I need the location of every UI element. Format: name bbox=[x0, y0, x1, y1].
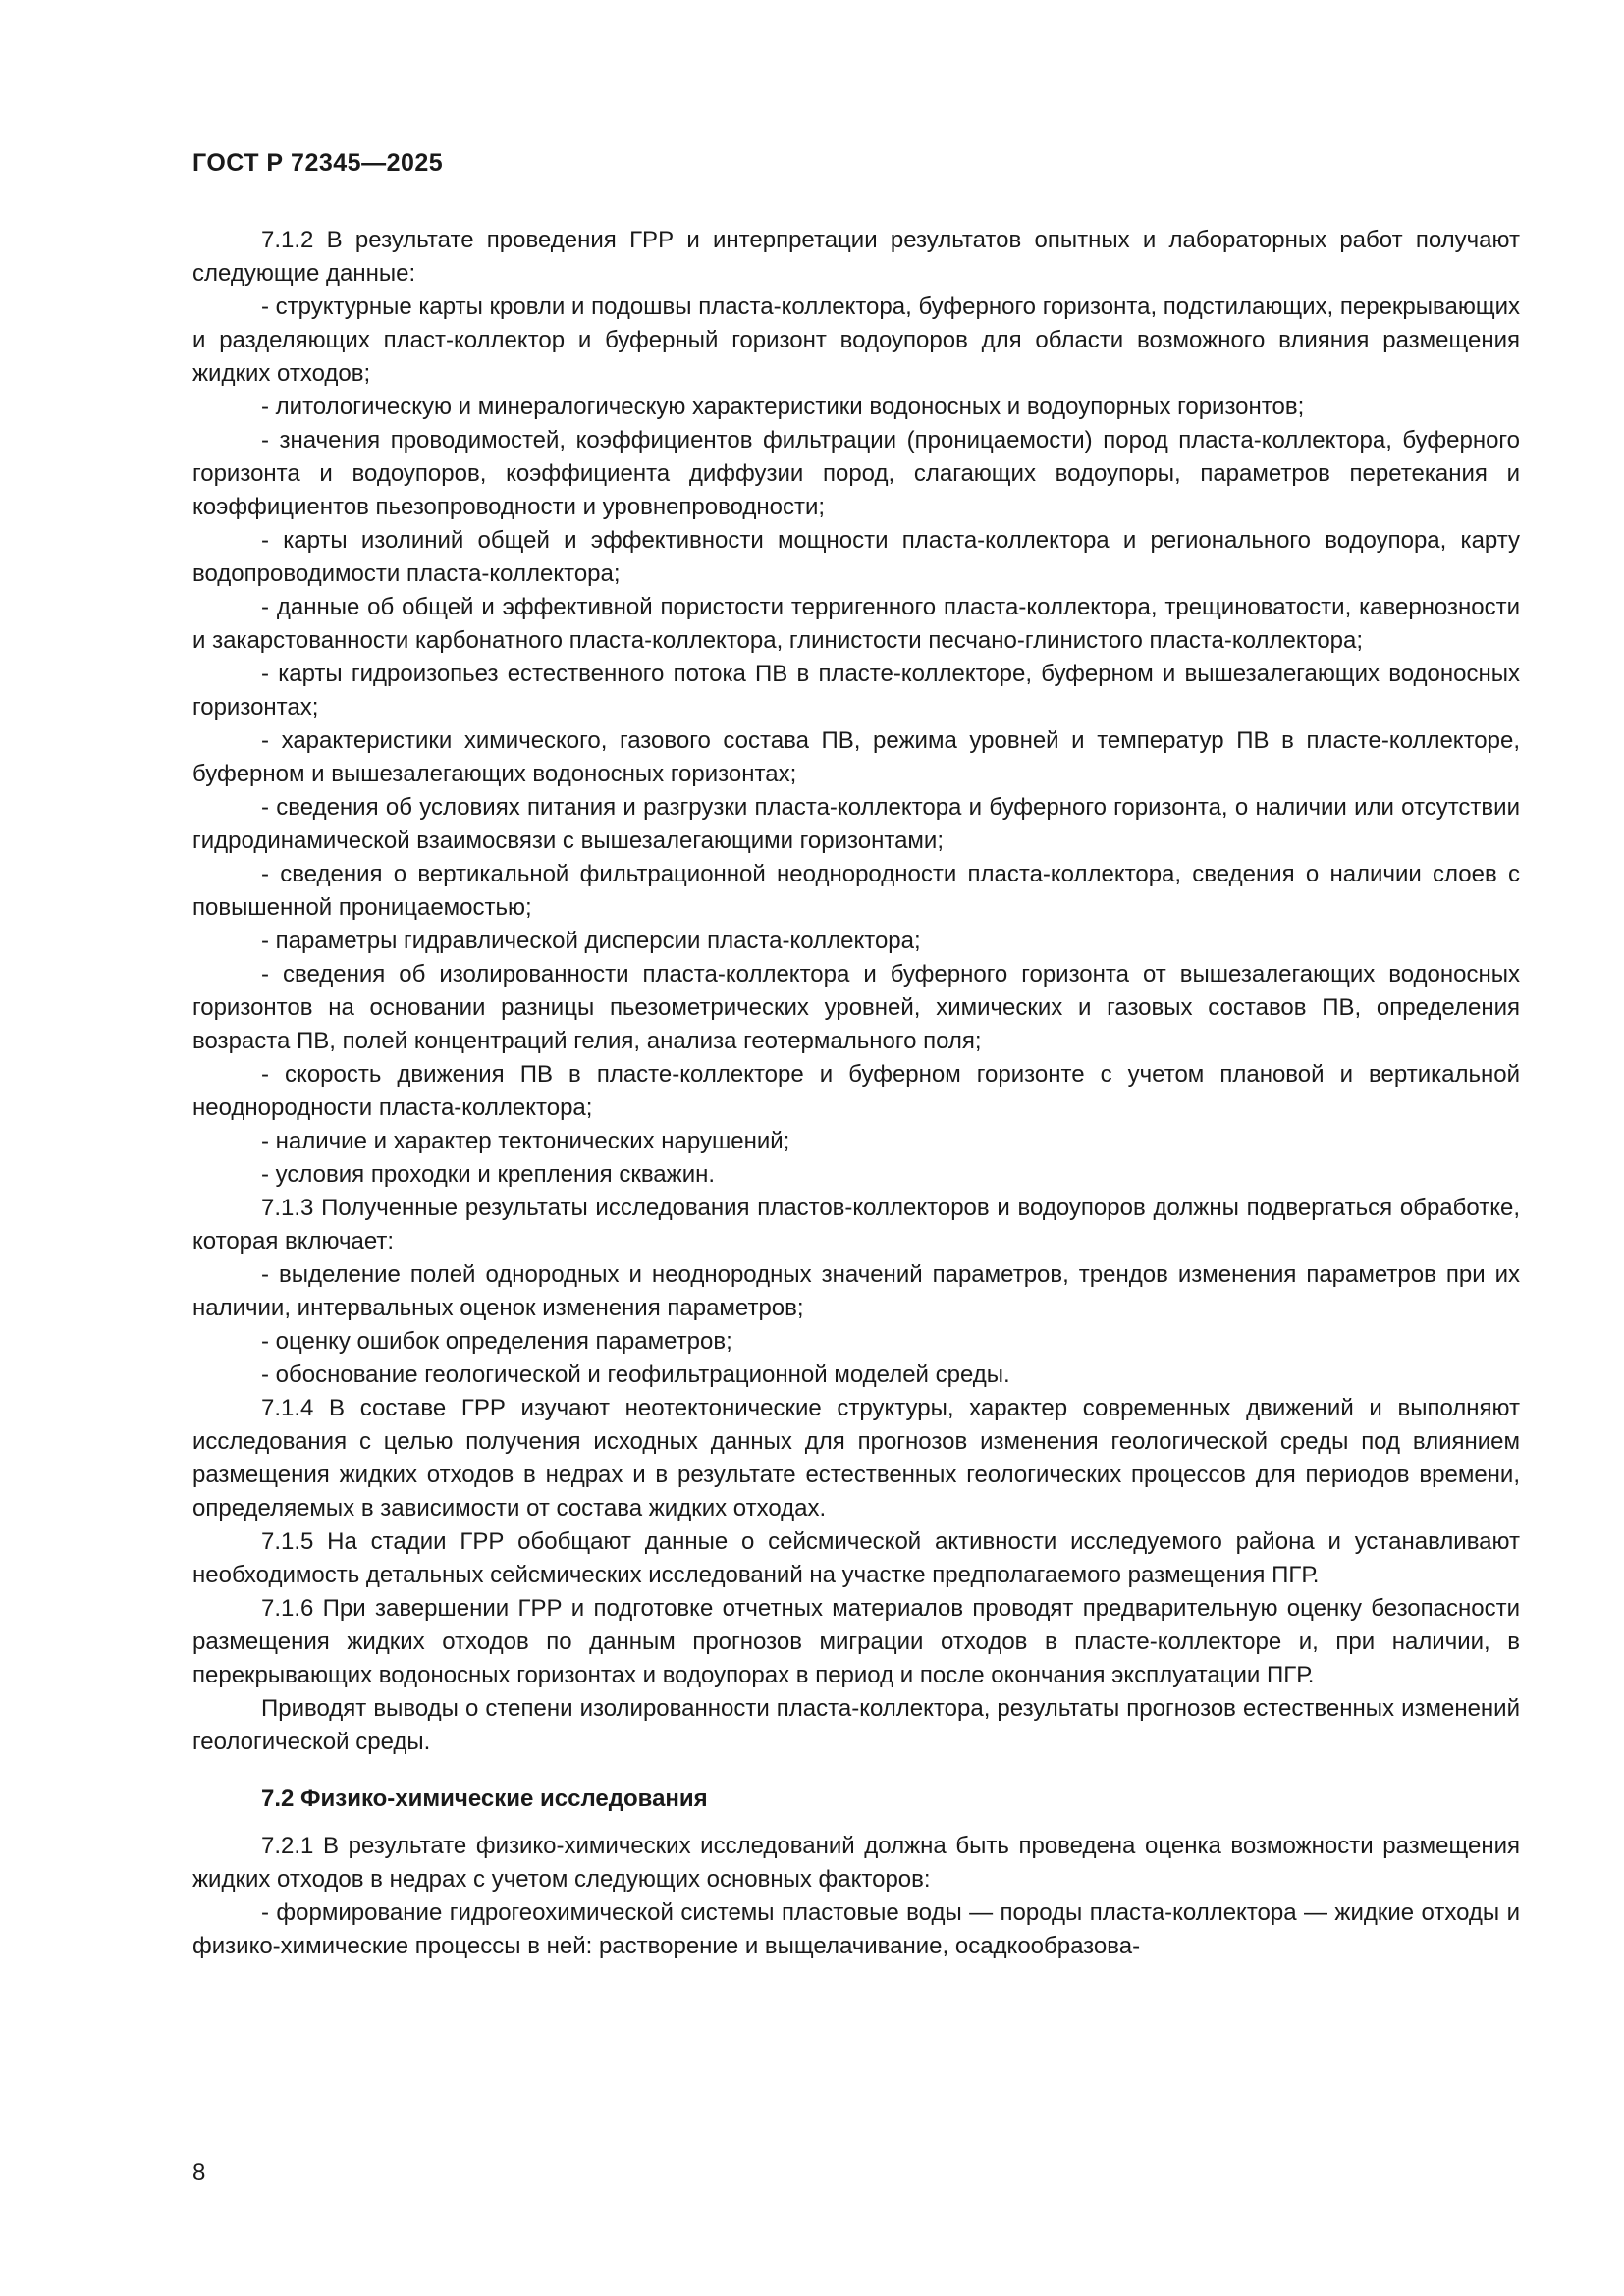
paragraph: 7.1.6 При завершении ГРР и подготовке отчетных материалов проводят предварительную оценку безопасности размещения жидких отходов по данным прогнозов миграции отходов в пласте-коллекторе и, при наличии, в перекрывающих водоносных горизонтах и водоупорах в период и после окончания эксплуатации ПГР. bbox=[192, 1595, 1520, 1688]
page-number: 8 bbox=[192, 2160, 206, 2186]
list-item: - наличие и характер тектонических нарушений; bbox=[261, 1128, 790, 1154]
section-title: 7.2 Физико-химические исследования bbox=[261, 1786, 708, 1812]
list-item: - параметры гидравлической дисперсии пласта-коллектора; bbox=[261, 928, 921, 954]
paragraph: 7.1.5 На стадии ГРР обобщают данные о сейсмической активности исследуемого района и устанавливают необходимость детальных сейсмических исследований на участке предполагаемого размещения ПГР. bbox=[192, 1528, 1520, 1588]
list-item: - формирование гидрогеохимической системы пластовые воды — породы пласта-коллектора — жидкие отходы и физико-химические процессы в ней: растворение и выщелачивание, осадкообразова- bbox=[192, 1899, 1520, 1959]
document-body bbox=[192, 224, 1520, 1963]
list-item: - характеристики химического, газового состава ПВ, режима уровней и температур ПВ в пласте-коллекторе, буферном и вышезалегающих водоносных горизонтах; bbox=[192, 727, 1520, 787]
paragraph: Приводят выводы о степени изолированности пласта-коллектора, результаты прогнозов естественных изменений геологической среды. bbox=[192, 1695, 1520, 1755]
document-header: ГОСТ Р 72345—2025 bbox=[192, 149, 444, 177]
paragraph: 7.1.3 Полученные результаты исследования пластов-коллекторов и водоупоров должны подвергаться обработке, которая включает: bbox=[192, 1195, 1520, 1255]
list-item: - скорость движения ПВ в пласте-коллекторе и буферном горизонте с учетом плановой и вертикальной неоднородности пласта-коллектора; bbox=[192, 1061, 1520, 1121]
list-item: - структурные карты кровли и подошвы пласта-коллектора, буферного горизонта, подстилающих, перекрывающих и разделяющих пласт-коллектор и буферный горизонт водоупоров для области возможного влияния размещения жидких отходов; bbox=[192, 294, 1520, 387]
paragraph: 7.2.1 В результате физико-химических исследований должна быть проведена оценка возможности размещения жидких отходов в недрах с учетом следующих основных факторов: bbox=[192, 1833, 1520, 1893]
list-item: - условия проходки и крепления скважин. bbox=[261, 1161, 716, 1188]
list-item: - оценку ошибок определения параметров; bbox=[261, 1328, 732, 1355]
list-item: - литологическую и минералогическую характеристики водоносных и водоупорных горизонтов; bbox=[261, 394, 1305, 420]
list-item: - сведения об изолированности пласта-коллектора и буферного горизонта от вышезалегающих водоносных горизонтов на основании разницы пьезометрических уровней, химических и газовых составов ПВ, определения возраста ПВ, полей концентраций гелия, анализа геотермального поля; bbox=[192, 961, 1520, 1054]
list-item: - сведения о вертикальной фильтрационной неоднородности пласта-коллектора, сведения о наличии слоев с повышенной проницаемостью; bbox=[192, 861, 1520, 921]
list-item: - обоснование геологической и геофильтрационной моделей среды. bbox=[261, 1362, 1010, 1388]
list-item: - карты гидроизопьез естественного потока ПВ в пласте-коллекторе, буферном и вышезалегающих водоносных горизонтах; bbox=[192, 661, 1520, 721]
paragraph: 7.1.4 В составе ГРР изучают неотектонические структуры, характер современных движений и выполняют исследования с целью получения исходных данных для прогнозов изменения геологической среды под влиянием размещения жидких отходов в недрах и в результате естественных геологических процессов для периодов времени, определяемых в зависимости от состава жидких отходах. bbox=[192, 1395, 1520, 1522]
list-item: - сведения об условиях питания и разгрузки пласта-коллектора и буферного горизонта, о наличии или отсутствии гидродинамической взаимосвязи с вышезалегающими горизонтами; bbox=[192, 794, 1520, 854]
list-item: - выделение полей однородных и неоднородных значений параметров, трендов изменения параметров при их наличии, интервальных оценок изменения параметров; bbox=[192, 1261, 1520, 1321]
list-item: - данные об общей и эффективной пористости терригенного пласта-коллектора, трещиноватости, кавернозности и закарстованности карбонатного пласта-коллектора, глинистости песчано-глинистого пласта-коллектора; bbox=[192, 594, 1520, 654]
list-item: - значения проводимостей, коэффициентов фильтрации (проницаемости) пород пласта-коллектора, буферного горизонта и водоупоров, коэффициента диффузии пород, слагающих водоупоры, параметров перетекания и коэффициентов пьезопроводности и уровнепроводности; bbox=[192, 427, 1520, 520]
paragraph: 7.1.2 В результате проведения ГРР и интерпретации результатов опытных и лабораторных работ получают следующие данные: bbox=[192, 227, 1520, 287]
list-item: - карты изолиний общей и эффективности мощности пласта-коллектора и регионального водоупора, карту водопроводимости пласта-коллектора; bbox=[192, 527, 1520, 587]
